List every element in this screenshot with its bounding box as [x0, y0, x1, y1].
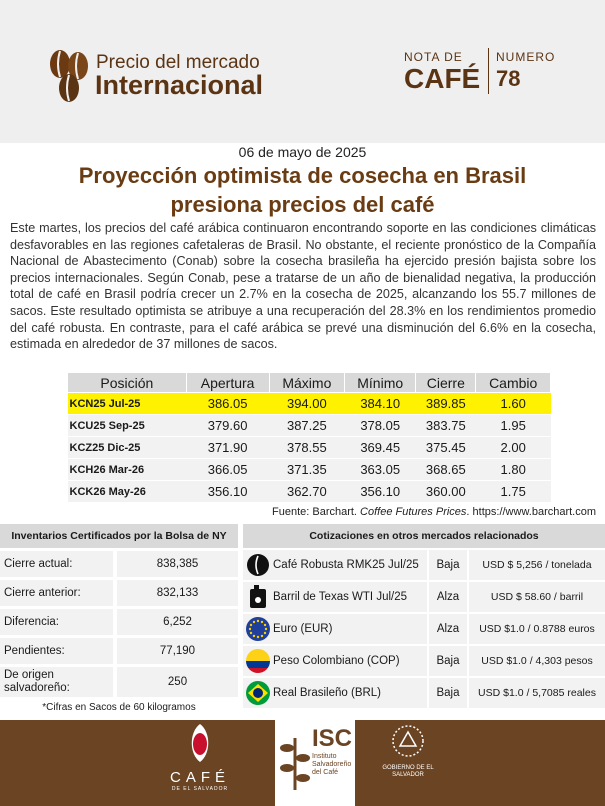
list-item [243, 582, 605, 612]
article-title-line1: Proyección optimista de cosecha en Brasil [78, 163, 527, 188]
coffee-bean-icon [243, 550, 273, 580]
article-title [20, 161, 585, 219]
cafe-de-el-salvador-logo [160, 720, 240, 806]
cell-cierre: 389.85 [416, 393, 476, 415]
cell-cambio: 1.95 [476, 415, 551, 437]
coffee-plant-icon [278, 732, 312, 792]
market-trend: Alza [429, 582, 467, 612]
cell-maximo: 387.25 [269, 415, 345, 437]
inventory-value: 250 [117, 667, 238, 697]
isc-subtext: Instituto Salvadoreño del Café [312, 753, 352, 776]
col-cierre: Cierre [416, 373, 476, 393]
table-row [68, 459, 551, 481]
gobierno-text: GOBIERNO DE EL SALVADOR [382, 765, 434, 778]
other-markets-title: Cotizaciones en otros mercados relacionados [243, 524, 605, 548]
table-header-row [68, 373, 551, 393]
col-apertura: Apertura [186, 373, 269, 393]
inventory-label: Pendientes: [0, 638, 113, 664]
header-divider [488, 48, 489, 94]
inventories-title: Inventarios Certificados por la Bolsa de NY [0, 524, 238, 548]
market-trend: Baja [429, 550, 467, 580]
market-name: Euro (EUR) [273, 622, 333, 635]
eu-flag-icon [243, 614, 273, 644]
market-name-cell [243, 582, 427, 612]
inventory-label: Diferencia: [0, 609, 113, 635]
colombia-flag-icon [243, 646, 273, 676]
market-trend: Baja [429, 646, 467, 676]
market-name-cell [243, 550, 427, 580]
col-maximo: Máximo [269, 373, 345, 393]
col-minimo: Mínimo [345, 373, 416, 393]
cell-maximo: 362.70 [269, 481, 345, 503]
gobierno-logo [378, 724, 438, 779]
coffee-futures-table [67, 372, 551, 503]
cell-maximo: 394.00 [269, 393, 345, 415]
issue-number [496, 50, 555, 94]
inventory-value: 6,252 [117, 609, 238, 635]
cell-cierre: 368.65 [416, 459, 476, 481]
cell-cierre: 383.75 [416, 415, 476, 437]
cell-minimo: 369.45 [345, 437, 416, 459]
cell-cambio: 1.80 [476, 459, 551, 481]
cell-posicion: KCU25 Sep-25 [68, 415, 187, 437]
inventory-label: De origen salvadoreño: [0, 667, 113, 697]
cafe-label: CAFÉ [404, 63, 481, 94]
market-price: USD $1.0 / 0.8788 euros [469, 614, 605, 644]
brazil-flag-icon [243, 678, 273, 708]
coat-of-arms-icon [391, 724, 425, 758]
header-subtitle: Precio del mercado [96, 52, 260, 73]
inventory-label: Cierre actual: [0, 551, 113, 577]
cell-posicion: KCH26 Mar-26 [68, 459, 187, 481]
market-price: USD $ 58.60 / barril [469, 582, 605, 612]
isc-text: ISC [312, 725, 353, 752]
list-item [243, 550, 605, 580]
article-date: 06 de mayo de 2025 [238, 144, 367, 160]
inventory-label: Cierre anterior: [0, 580, 113, 606]
cell-maximo: 371.35 [269, 459, 345, 481]
cell-minimo: 356.10 [345, 481, 416, 503]
list-item [243, 646, 605, 676]
cafe-subtext: DE EL SALVADOR [171, 786, 229, 792]
cell-maximo: 378.55 [269, 437, 345, 459]
coffee-cherry-icon [187, 724, 213, 762]
col-cambio: Cambio [476, 373, 551, 393]
cell-cambio: 2.00 [476, 437, 551, 459]
market-name: Café Robusta RMK25 Jul/25 [273, 558, 419, 571]
cell-apertura: 386.05 [186, 393, 269, 415]
table-row [68, 481, 551, 503]
cell-apertura: 356.10 [186, 481, 269, 503]
header-banner [0, 0, 605, 143]
cell-minimo: 363.05 [345, 459, 416, 481]
market-trend: Alza [429, 614, 467, 644]
list-item [0, 609, 238, 635]
cell-apertura: 379.60 [186, 415, 269, 437]
market-trend: Baja [429, 678, 467, 708]
list-item [0, 638, 238, 664]
source-prefix: Fuente: Barchart. [272, 506, 361, 518]
list-item [243, 614, 605, 644]
inventories-panel [0, 524, 238, 718]
cell-cambio: 1.60 [476, 393, 551, 415]
market-name: Peso Colombiano (COP) [273, 654, 400, 667]
nota-label: NOTA DE [404, 50, 463, 64]
cell-apertura: 371.90 [186, 437, 269, 459]
source-citation [272, 506, 596, 518]
cell-apertura: 366.05 [186, 459, 269, 481]
numero-label: NUMERO [496, 50, 556, 64]
cell-posicion: KCK26 May-26 [68, 481, 187, 503]
inventories-note: *Cifras en Sacos de 60 kilogramos [42, 702, 196, 713]
market-name: Real Brasileño (BRL) [273, 686, 382, 699]
market-name-cell [243, 614, 427, 644]
inventory-value: 832,133 [117, 580, 238, 606]
article-body: Este martes, los precios del café arábica continuaron encontrando soporte en las condiciones climáticas desfavorables en las regiones cafetaleras de Brasil. No obstante, el reciente pronóstico de la Compañía Nacional de Abastecimento (Conab) sobre la cosecha brasileña ha ejercido presión bajista sobre los precios internacionales. Según Conab, pese a tratarse de un año de bienalidad negativa, la producción total de café en Brasil podría crecer un 2.7% en la cosecha de 2025, alcanzando los 55.7 millones de sacos. Este resultado optimista se atribuye a una recuperación del 28.3% en los rendimientos promedio del café robusta. En contraste, para el café arábica se prevé una disminución del 6.6% en la cosecha, estimada en alrededor de 37 millones de sacos. [10, 221, 596, 352]
oil-barrel-icon [243, 582, 273, 612]
source-title: Coffee Futures Prices [360, 506, 467, 518]
col-posicion: Posición [68, 373, 187, 393]
inventory-value: 838,385 [117, 551, 238, 577]
list-item [0, 551, 238, 577]
nota-de-cafe [404, 50, 486, 94]
cafe-text: CAFÉ [169, 769, 230, 786]
other-markets-panel [243, 524, 605, 718]
table-row [68, 393, 551, 415]
market-price: USD $1.0 / 4,303 pesos [469, 646, 605, 676]
article-title-line2: presiona precios del café [170, 192, 435, 217]
cell-posicion: KCN25 Jul-25 [68, 393, 187, 415]
table-row [68, 415, 551, 437]
cell-minimo: 384.10 [345, 393, 416, 415]
list-item [0, 667, 238, 697]
list-item [243, 678, 605, 708]
cell-minimo: 378.05 [345, 415, 416, 437]
footer-bar [0, 720, 605, 806]
source-url[interactable]: . https://www.barchart.com [466, 506, 597, 518]
inventory-value: 77,190 [117, 638, 238, 664]
cell-cambio: 1.75 [476, 481, 551, 503]
list-item [0, 580, 238, 606]
market-name: Barril de Texas WTI Jul/25 [273, 590, 408, 603]
table-row [68, 437, 551, 459]
cell-cierre: 360.00 [416, 481, 476, 503]
header-title: Internacional [95, 70, 264, 100]
market-price: USD $1.0 / 5,7085 reales [469, 678, 605, 708]
coffee-beans-logo-icon [48, 44, 90, 104]
cell-cierre: 375.45 [416, 437, 476, 459]
market-name-cell [243, 646, 427, 676]
numero-value: 78 [496, 66, 521, 91]
cell-posicion: KCZ25 Dic-25 [68, 437, 187, 459]
market-name-cell [243, 678, 427, 708]
market-price: USD $ 5,256 / tonelada [469, 550, 605, 580]
